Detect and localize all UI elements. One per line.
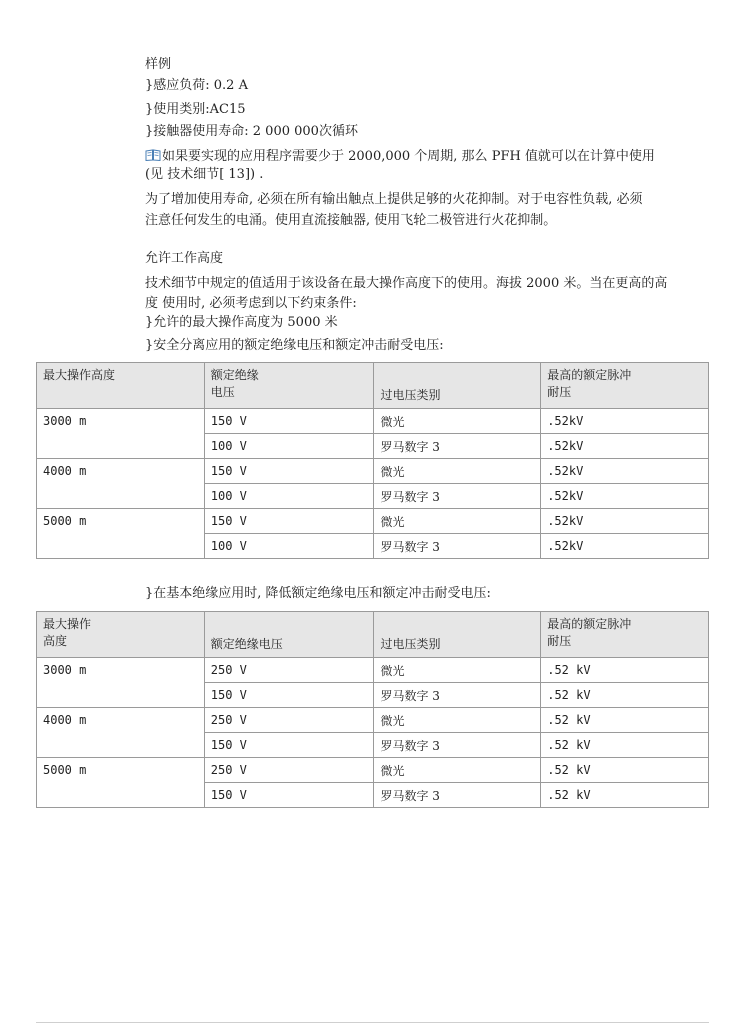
voltage-cell: 250 V (204, 708, 374, 733)
voltage-cell: 100 V (204, 434, 374, 459)
header-max-altitude: 最大操作 高度 (37, 612, 205, 658)
header-max-altitude: 最大操作高度 (37, 363, 205, 409)
category-cell: 微光 (374, 658, 541, 683)
table-row (37, 708, 709, 733)
voltage-cell: 150 V (204, 783, 374, 808)
altitude-cell: 4000 m (37, 708, 205, 758)
footer-divider (36, 1022, 709, 1023)
impulse-cell: .52 kV (541, 758, 709, 783)
impulse-cell: .52kV (541, 409, 709, 434)
note-line-2: (见 技术细节[ 13]) . (145, 167, 264, 182)
altitude-item-max: }允许的最大操作高度为 5000 米 (145, 315, 338, 330)
category-cell: 微光 (374, 758, 541, 783)
header-rated-impulse-voltage: 最高的额定脉冲 耐压 (541, 363, 709, 409)
category-cell: 微光 (374, 509, 541, 534)
category-cell: 罗马数字 3 (374, 683, 541, 708)
impulse-cell: .52 kV (541, 658, 709, 683)
sample-item-lifetime: }接触器使用寿命: 2 000 000次循环 (145, 124, 358, 139)
category-cell: 罗马数字 3 (374, 733, 541, 758)
impulse-cell: .52 kV (541, 708, 709, 733)
voltage-cell: 250 V (204, 758, 374, 783)
impulse-cell: .52kV (541, 434, 709, 459)
altitude-para-1: 技术细节中规定的值适用于该设备在最大操作高度下的使用。海拔 2000 米。当在更高的高 (145, 276, 668, 291)
voltage-cell: 100 V (204, 484, 374, 509)
voltage-cell: 150 V (204, 733, 374, 758)
safety-separation-table (36, 362, 709, 559)
sample-item-category: }使用类别:AC15 (145, 102, 246, 117)
impulse-cell: .52kV (541, 509, 709, 534)
voltage-cell: 150 V (204, 409, 374, 434)
impulse-cell: .52 kV (541, 783, 709, 808)
impulse-cell: .52kV (541, 484, 709, 509)
altitude-cell: 3000 m (37, 409, 205, 459)
altitude-heading: 允许工作高度 (145, 251, 224, 266)
lifetime-para-2: 注意任何发生的电涌。使用直流接触器, 使用飞轮二极管进行火花抑制。 (145, 213, 557, 228)
header-rated-insulation-voltage: 额定绝缘电压 (204, 612, 374, 658)
voltage-cell: 100 V (204, 534, 374, 559)
impulse-cell: .52 kV (541, 683, 709, 708)
voltage-cell: 150 V (204, 683, 374, 708)
header-overvoltage-category: 过电压类别 (374, 363, 541, 409)
header-overvoltage-category: 过电压类别 (374, 612, 541, 658)
altitude-cell: 5000 m (37, 509, 205, 559)
table-row (37, 658, 709, 683)
altitude-item-safety: }安全分离应用的额定绝缘电压和额定冲击耐受电压: (145, 338, 444, 353)
category-cell: 罗马数字 3 (374, 534, 541, 559)
sample-heading: 样例 (145, 57, 172, 72)
voltage-cell: 150 V (204, 459, 374, 484)
impulse-cell: .52kV (541, 534, 709, 559)
category-cell: 微光 (374, 459, 541, 484)
note-line-1 (145, 148, 655, 166)
category-cell: 微光 (374, 409, 541, 434)
table-row (37, 509, 709, 534)
category-cell: 罗马数字 3 (374, 484, 541, 509)
lifetime-para-1: 为了增加使用寿命, 必须在所有输出触点上提供足够的火花抑制。对于电容性负载, 必须 (145, 192, 643, 207)
impulse-cell: .52 kV (541, 733, 709, 758)
altitude-para-2: 度 使用时, 必须考虑到以下约束条件: (145, 296, 357, 311)
category-cell: 罗马数字 3 (374, 434, 541, 459)
voltage-cell: 250 V (204, 658, 374, 683)
book-icon (145, 149, 161, 161)
category-cell: 罗马数字 3 (374, 783, 541, 808)
altitude-cell: 3000 m (37, 658, 205, 708)
voltage-cell: 150 V (204, 509, 374, 534)
table-row (37, 459, 709, 484)
header-rated-insulation-voltage: 额定绝缘 电压 (204, 363, 374, 409)
basic-insulation-table (36, 611, 709, 808)
category-cell: 微光 (374, 708, 541, 733)
header-rated-impulse-voltage: 最高的额定脉冲 耐压 (541, 612, 709, 658)
table-row (37, 758, 709, 783)
impulse-cell: .52kV (541, 459, 709, 484)
sample-item-load: }感应负荷: 0.2 A (145, 78, 248, 93)
altitude-cell: 5000 m (37, 758, 205, 808)
basic-insulation-item: }在基本绝缘应用时, 降低额定绝缘电压和额定冲击耐受电压: (145, 586, 491, 601)
altitude-cell: 4000 m (37, 459, 205, 509)
note-text-1: 如果要实现的应用程序需要少于 2000,000 个周期, 那么 PFH 值就可以在计算中使用 (162, 149, 655, 164)
table-row (37, 409, 709, 434)
